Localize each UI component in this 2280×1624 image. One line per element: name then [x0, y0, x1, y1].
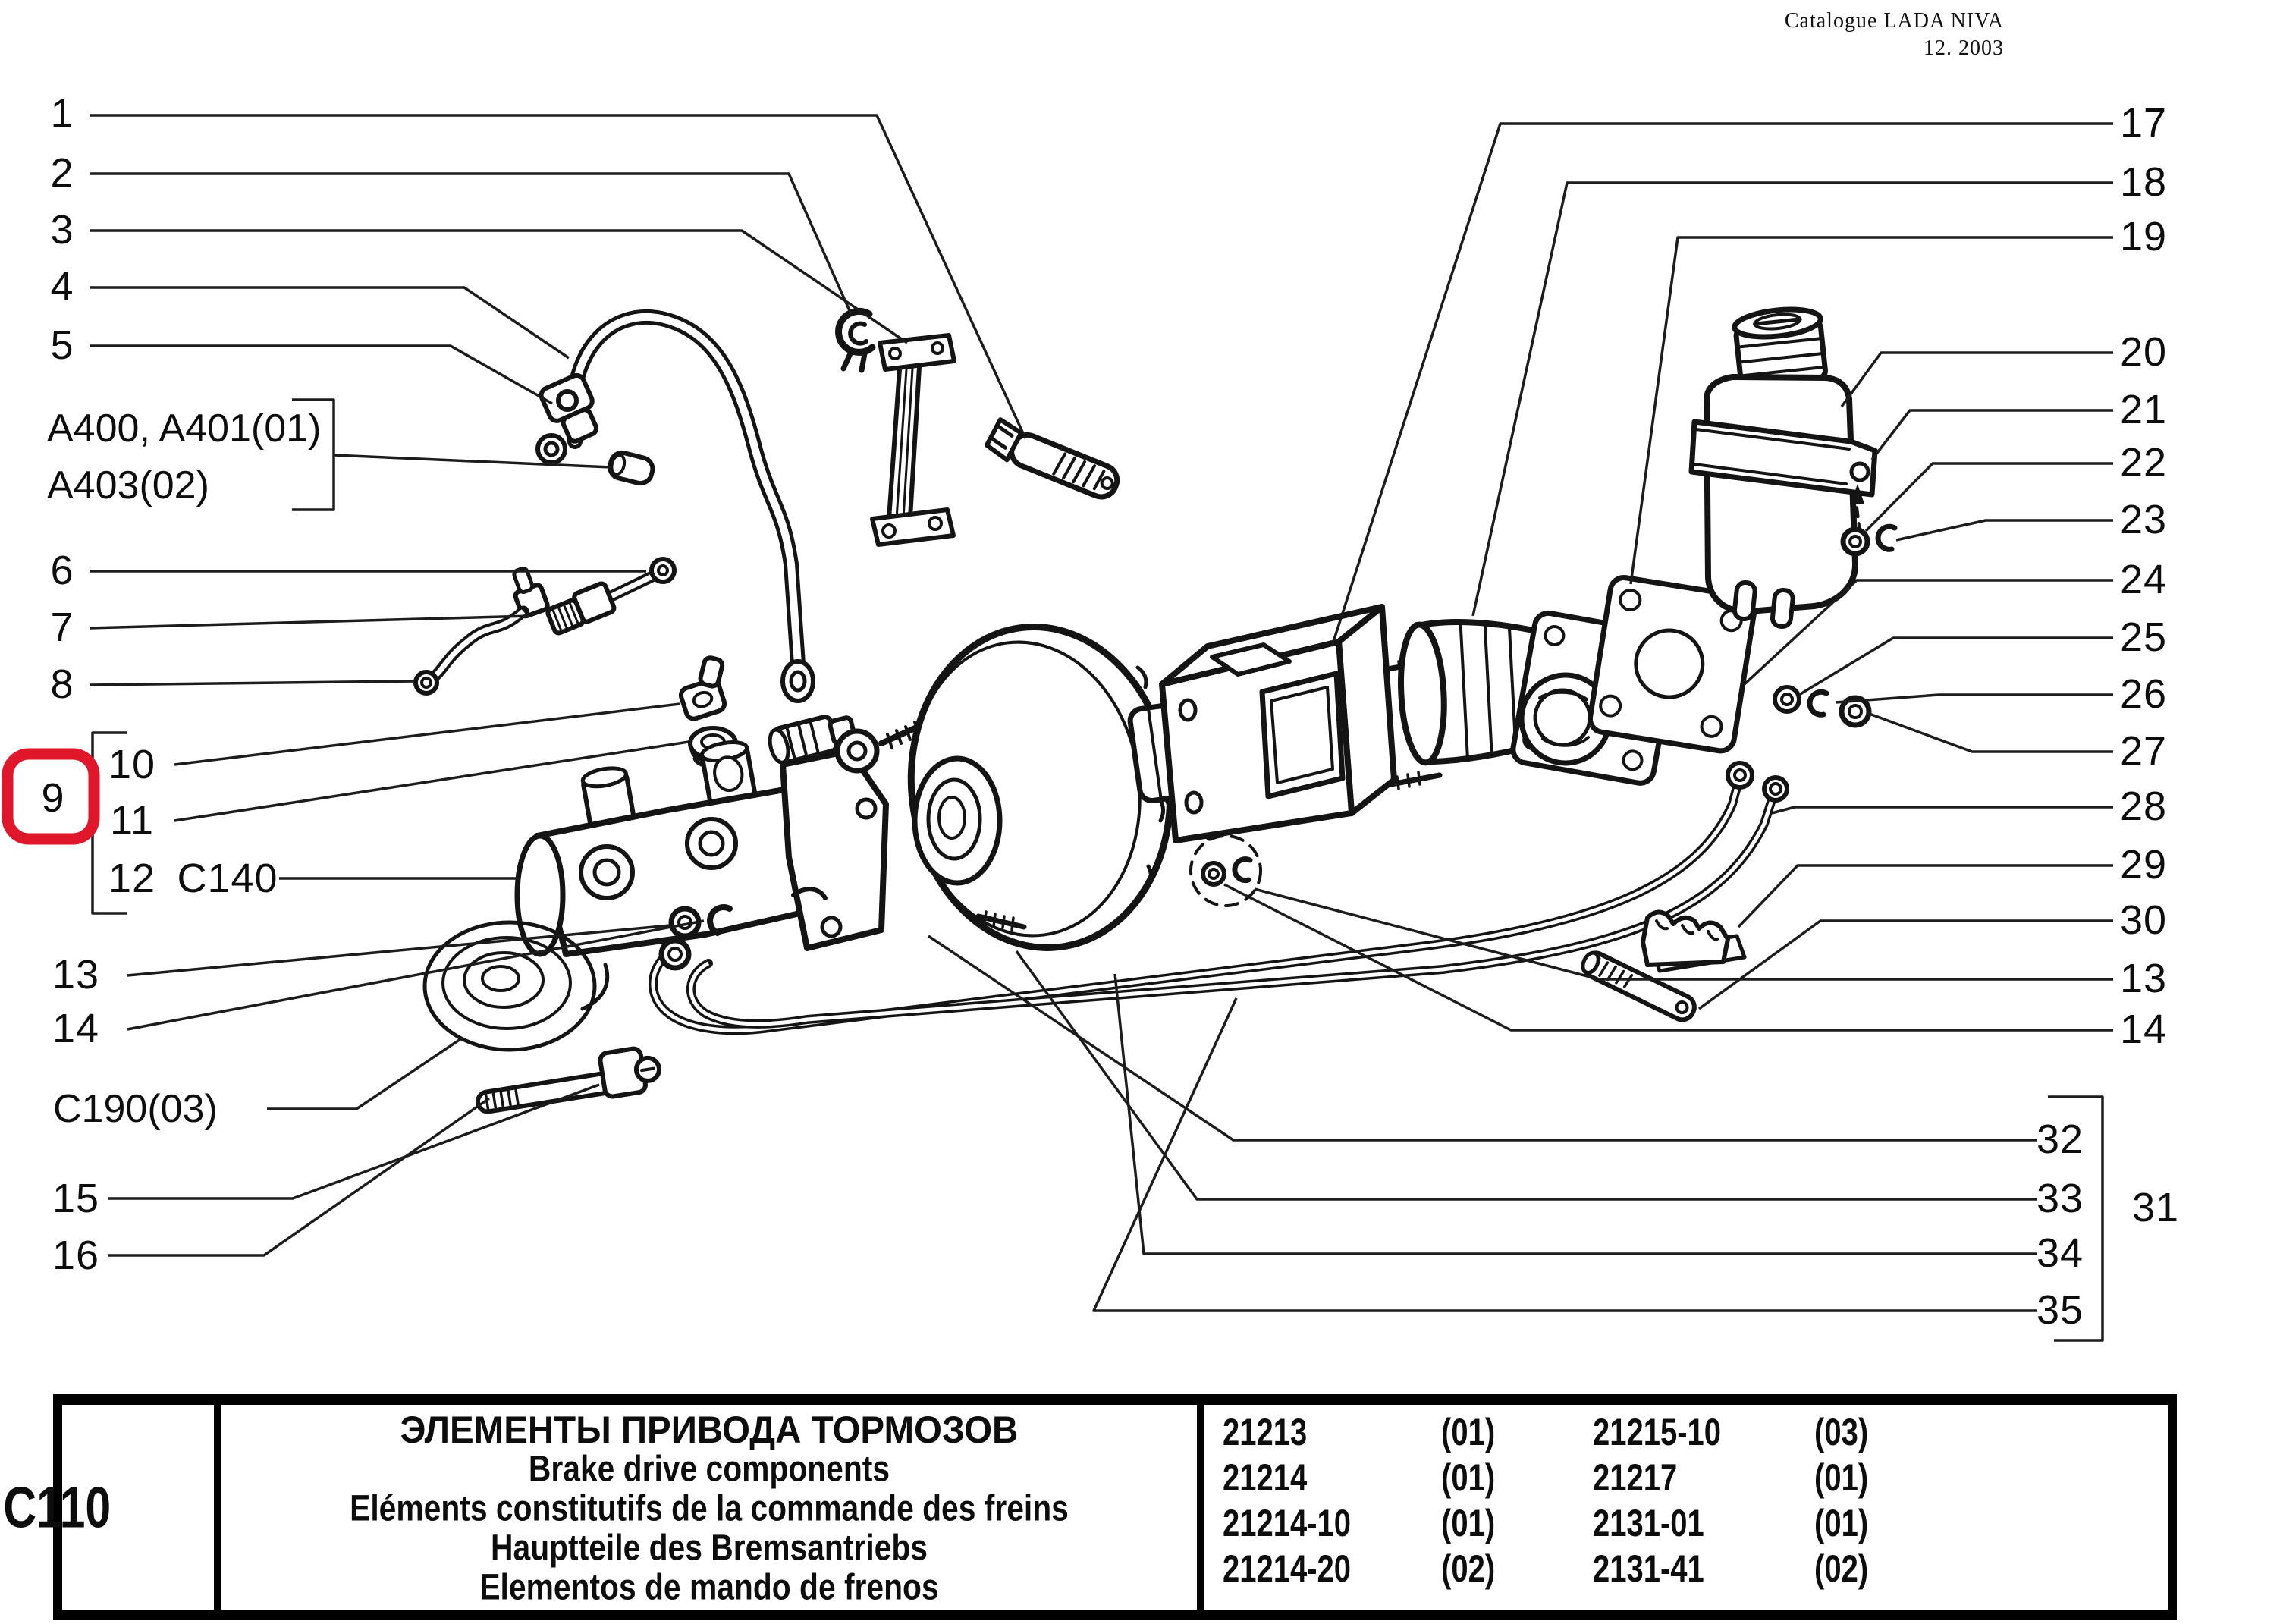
table-divider-2 — [1197, 1402, 1204, 1613]
callout-13-right[interactable]: 13 — [2119, 956, 2168, 1001]
callout-17[interactable]: 17 — [2119, 100, 2168, 146]
callout-25[interactable]: 25 — [2119, 614, 2168, 660]
callout-26[interactable]: 26 — [2119, 671, 2168, 717]
part-number[interactable]: 21214 — [1223, 1456, 1308, 1499]
table-title-fr: Eléments constitutifs de la commande des freins — [350, 1488, 1069, 1529]
callout-16[interactable]: 16 — [52, 1233, 100, 1278]
callout-8[interactable]: 8 — [50, 661, 74, 707]
hose-clamp-part2 — [839, 311, 872, 370]
table-divider-1 — [214, 1402, 221, 1613]
part-number[interactable]: 21214-10 — [1223, 1502, 1352, 1544]
callout-21[interactable]: 21 — [2119, 387, 2168, 432]
callout-11[interactable]: 11 — [109, 798, 155, 843]
callout-32[interactable]: 32 — [2036, 1117, 2084, 1162]
callout-a403[interactable]: A403(02) — [47, 463, 209, 507]
page-header: Catalogue LADA NIVA 12. 2003 — [1784, 9, 2004, 61]
washers-nuts-252627 — [1775, 687, 1869, 725]
callout-19[interactable]: 19 — [2119, 214, 2168, 259]
callout-7[interactable]: 7 — [50, 605, 74, 650]
callout-14-right[interactable]: 14 — [2119, 1007, 2168, 1052]
callout-14-left[interactable]: 14 — [52, 1006, 100, 1051]
callout-12[interactable]: 12 — [108, 856, 156, 901]
callout-22[interactable]: 22 — [2119, 440, 2168, 485]
callout-29[interactable]: 29 — [2119, 842, 2168, 887]
callout-24[interactable]: 24 — [2119, 557, 2168, 602]
pipe-clip-part29 — [1643, 912, 1745, 971]
callout-10[interactable]: 10 — [108, 742, 156, 787]
part-app: (02) — [1814, 1547, 1869, 1590]
part-app: (03) — [1814, 1411, 1869, 1453]
part-number[interactable]: 21213 — [1223, 1411, 1308, 1453]
callout-28[interactable]: 28 — [2119, 784, 2168, 829]
callout-18[interactable]: 18 — [2119, 159, 2168, 205]
union-washer-stud — [767, 711, 928, 771]
callout-20[interactable]: 20 — [2119, 329, 2168, 375]
callout-34[interactable]: 34 — [2036, 1230, 2084, 1276]
part-number[interactable]: 21215-10 — [1593, 1411, 1722, 1453]
callout-30[interactable]: 30 — [2119, 897, 2168, 943]
callout-5[interactable]: 5 — [50, 322, 74, 368]
callout-3[interactable]: 3 — [50, 207, 74, 253]
callout-2[interactable]: 2 — [50, 150, 74, 196]
table-title-ru: ЭЛЕМЕНТЫ ПРИВОДА ТОРМОЗОВ — [400, 1409, 1019, 1451]
table-title-de: Hauptteile des Bremsantriebs — [491, 1528, 928, 1569]
worm-clamp-parts1516 — [473, 1045, 662, 1117]
callout-6[interactable]: 6 — [50, 548, 74, 593]
part-number[interactable]: 21214-20 — [1223, 1547, 1352, 1590]
part-number[interactable]: 21217 — [1593, 1456, 1678, 1499]
callout-31[interactable]: 31 — [2131, 1185, 2180, 1230]
pipe-assembly-parts678 — [416, 559, 674, 693]
section-code: C110 — [3, 1475, 111, 1541]
callout-c190[interactable]: C190(03) — [53, 1087, 218, 1131]
table-title-es: Elementos de mando de frenos — [479, 1567, 939, 1608]
callout-4[interactable]: 4 — [50, 264, 74, 309]
table-title-en: Brake drive components — [528, 1449, 890, 1490]
splash-shield-part1 — [985, 419, 1123, 501]
callout-9-highlighted[interactable]: 9 — [41, 775, 65, 821]
part-app: (01) — [1441, 1502, 1496, 1544]
callout-35[interactable]: 35 — [2036, 1287, 2084, 1333]
part-number[interactable]: 2131-41 — [1593, 1547, 1704, 1590]
callout-1[interactable]: 1 — [50, 91, 74, 137]
part-app: (02) — [1441, 1547, 1496, 1590]
callout-a400[interactable]: A400, A401(01) — [47, 407, 322, 451]
pin-a400 — [608, 451, 655, 486]
flange-plates-and-seal — [1511, 576, 1757, 785]
brake-hose-assembly — [538, 317, 813, 701]
callout-27[interactable]: 27 — [2119, 728, 2168, 774]
part-app: (01) — [1441, 1456, 1496, 1499]
callout-23[interactable]: 23 — [2119, 497, 2168, 542]
elbow-fitting-part10 — [672, 652, 738, 721]
part-app: (01) — [1814, 1456, 1869, 1499]
pedal-bracket-box — [1162, 607, 1440, 840]
part-app: (01) — [1441, 1411, 1496, 1453]
mounting-bracket-part3 — [872, 335, 954, 545]
callout-13-left[interactable]: 13 — [52, 952, 100, 997]
callout-15[interactable]: 15 — [52, 1176, 100, 1221]
callout-c140[interactable]: C140 — [177, 856, 278, 901]
part-app: (01) — [1814, 1502, 1869, 1544]
callout-33[interactable]: 33 — [2036, 1176, 2084, 1221]
part-number[interactable]: 2131-01 — [1593, 1502, 1704, 1544]
